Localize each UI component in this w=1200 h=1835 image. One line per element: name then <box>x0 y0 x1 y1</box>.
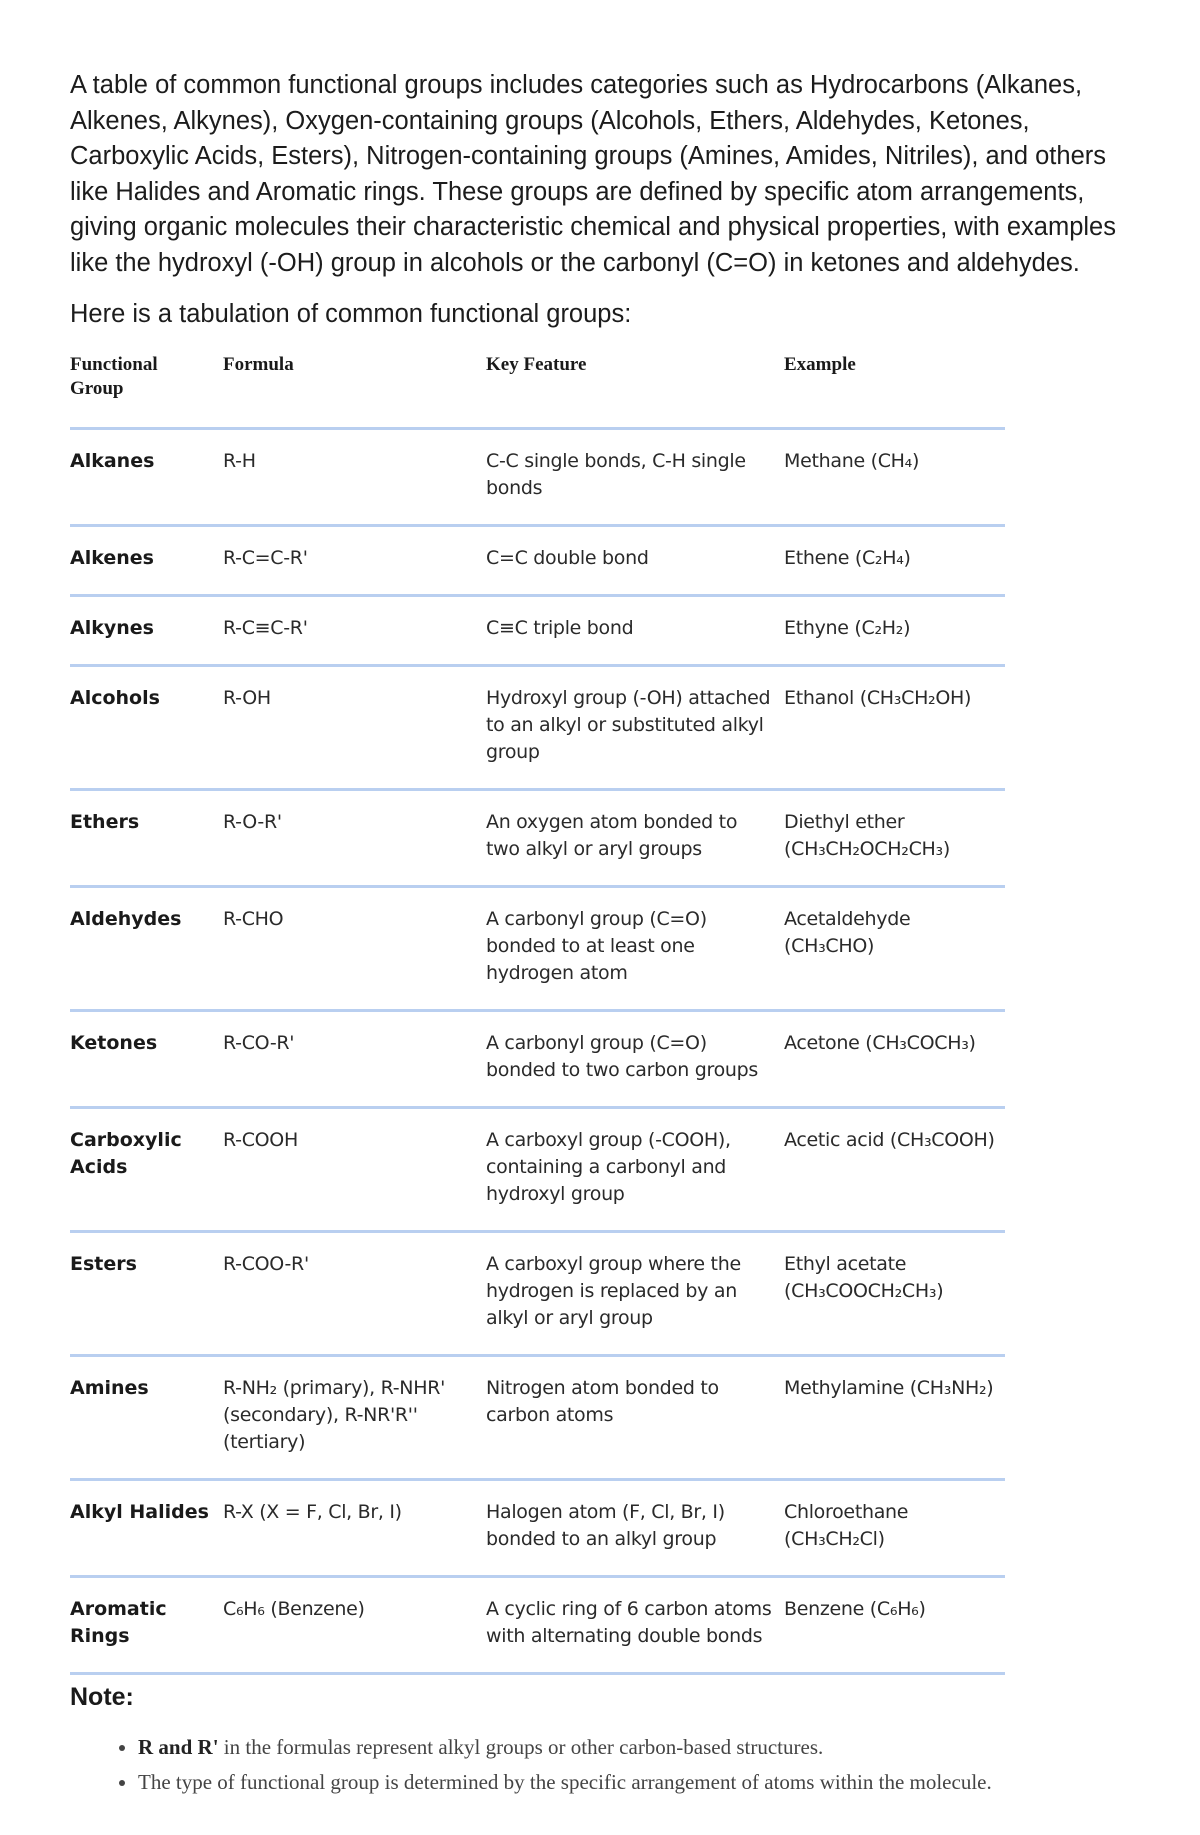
cell-formula: R-CHO <box>223 887 486 1011</box>
table-row <box>70 666 1005 790</box>
table-row <box>70 1480 1005 1577</box>
note-item <box>138 1730 1150 1765</box>
cell-example: Ethyl acetate (CH₃COOCH₂CH₃) <box>784 1232 1005 1356</box>
cell-functional-group: Aldehydes <box>70 887 223 1011</box>
cell-key-feature: A carbonyl group (C=O) bonded to at least one hydrogen atom <box>486 887 784 1011</box>
cell-key-feature: C=C double bond <box>486 526 784 596</box>
cell-functional-group: Alkenes <box>70 526 223 596</box>
note-title: Note: <box>70 1683 134 1711</box>
cell-example: Acetaldehyde (CH₃CHO) <box>784 887 1005 1011</box>
table-row <box>70 1011 1005 1108</box>
cell-example: Acetic acid (CH₃COOH) <box>784 1108 1005 1232</box>
header-example: Example <box>784 345 1005 429</box>
table-row <box>70 1108 1005 1232</box>
cell-key-feature: A carbonyl group (C=O) bonded to two carbon groups <box>486 1011 784 1108</box>
cell-functional-group: Alcohols <box>70 666 223 790</box>
cell-functional-group: Esters <box>70 1232 223 1356</box>
header-key-feature: Key Feature <box>486 345 784 429</box>
cell-functional-group: Alkynes <box>70 596 223 666</box>
table-row <box>70 1232 1005 1356</box>
cell-example: Methane (CH₄) <box>784 429 1005 526</box>
cell-example: Methylamine (CH₃NH₂) <box>784 1356 1005 1480</box>
cell-functional-group: Ketones <box>70 1011 223 1108</box>
cell-formula: R-C=C-R' <box>223 526 486 596</box>
cell-example: Ethene (C₂H₄) <box>784 526 1005 596</box>
table-row <box>70 1356 1005 1480</box>
note-list <box>70 1730 1150 1800</box>
cell-formula: R-O-R' <box>223 790 486 887</box>
cell-key-feature: A cyclic ring of 6 carbon atoms with alternating double bonds <box>486 1577 784 1674</box>
cell-key-feature: C≡C triple bond <box>486 596 784 666</box>
cell-key-feature: A carboxyl group (-COOH), containing a carbonyl and hydroxyl group <box>486 1108 784 1232</box>
table-row <box>70 429 1005 526</box>
cell-functional-group: Amines <box>70 1356 223 1480</box>
table-row <box>70 596 1005 666</box>
cell-functional-group: Carboxylic Acids <box>70 1108 223 1232</box>
cell-functional-group: Aromatic Rings <box>70 1577 223 1674</box>
cell-key-feature: Nitrogen atom bonded to carbon atoms <box>486 1356 784 1480</box>
intro-paragraph: A table of common functional groups includes categories such as Hydrocarbons (Alkanes, Alkenes, Alkynes), Oxygen-containing groups (Alcohols, Ethers, Aldehydes, Ketones, Carboxylic Acids, Esters), Nitrogen-containing groups (Amines, Amides, Nitriles), and others like Halides and Aromatic rings. These groups are defined by specific atom arrangements, giving organic molecules their characteristic chemical and physical properties, with examples like the hydroxyl (-OH) group in alcohols or the carbonyl (C=O) in ketones and aldehydes. <box>70 71 1116 277</box>
functional-groups-table <box>70 345 1005 1675</box>
cell-key-feature: A carboxyl group where the hydrogen is replaced by an alkyl or aryl group <box>486 1232 784 1356</box>
cell-example: Chloroethane (CH₃CH₂Cl) <box>784 1480 1005 1577</box>
note-text: in the formulas represent alkyl groups or other carbon-based structures. <box>218 1735 824 1759</box>
cell-example: Ethanol (CH₃CH₂OH) <box>784 666 1005 790</box>
cell-formula: R-OH <box>223 666 486 790</box>
cell-example: Diethyl ether (CH₃CH₂OCH₂CH₃) <box>784 790 1005 887</box>
cell-formula: R-C≡C-R' <box>223 596 486 666</box>
document-page <box>70 68 1150 1800</box>
table-row <box>70 887 1005 1011</box>
cell-example: Ethyne (C₂H₂) <box>784 596 1005 666</box>
cell-functional-group: Ethers <box>70 790 223 887</box>
header-formula: Formula <box>223 345 486 429</box>
cell-formula: R-COO-R' <box>223 1232 486 1356</box>
header-functional-group: Functional Group <box>70 345 223 429</box>
cell-formula: R-CO-R' <box>223 1011 486 1108</box>
cell-key-feature: Halogen atom (F, Cl, Br, I) bonded to an alkyl group <box>486 1480 784 1577</box>
cell-formula: C₆H₆ (Benzene) <box>223 1577 486 1674</box>
cell-functional-group: Alkanes <box>70 429 223 526</box>
cell-formula: R-NH₂ (primary), R-NHR' (secondary), R-NR'R'' (tertiary) <box>223 1356 486 1480</box>
table-row <box>70 1577 1005 1674</box>
cell-example: Acetone (CH₃COCH₃) <box>784 1011 1005 1108</box>
table-row <box>70 790 1005 887</box>
note-bold-term: R and R' <box>138 1735 219 1759</box>
cell-functional-group: Alkyl Halides <box>70 1480 223 1577</box>
cell-key-feature: An oxygen atom bonded to two alkyl or aryl groups <box>486 790 784 887</box>
note-item <box>138 1765 1150 1800</box>
cell-formula: R-H <box>223 429 486 526</box>
cell-formula: R-COOH <box>223 1108 486 1232</box>
table-intro: Here is a tabulation of common functional groups: <box>70 300 632 328</box>
cell-key-feature: C-C single bonds, C-H single bonds <box>486 429 784 526</box>
table-row <box>70 526 1005 596</box>
cell-example: Benzene (C₆H₆) <box>784 1577 1005 1674</box>
cell-formula: R-X (X = F, Cl, Br, I) <box>223 1480 486 1577</box>
table-header-row <box>70 345 1005 429</box>
cell-key-feature: Hydroxyl group (-OH) attached to an alkyl or substituted alkyl group <box>486 666 784 790</box>
note-text: The type of functional group is determined by the specific arrangement of atoms within the molecule. <box>138 1770 992 1794</box>
